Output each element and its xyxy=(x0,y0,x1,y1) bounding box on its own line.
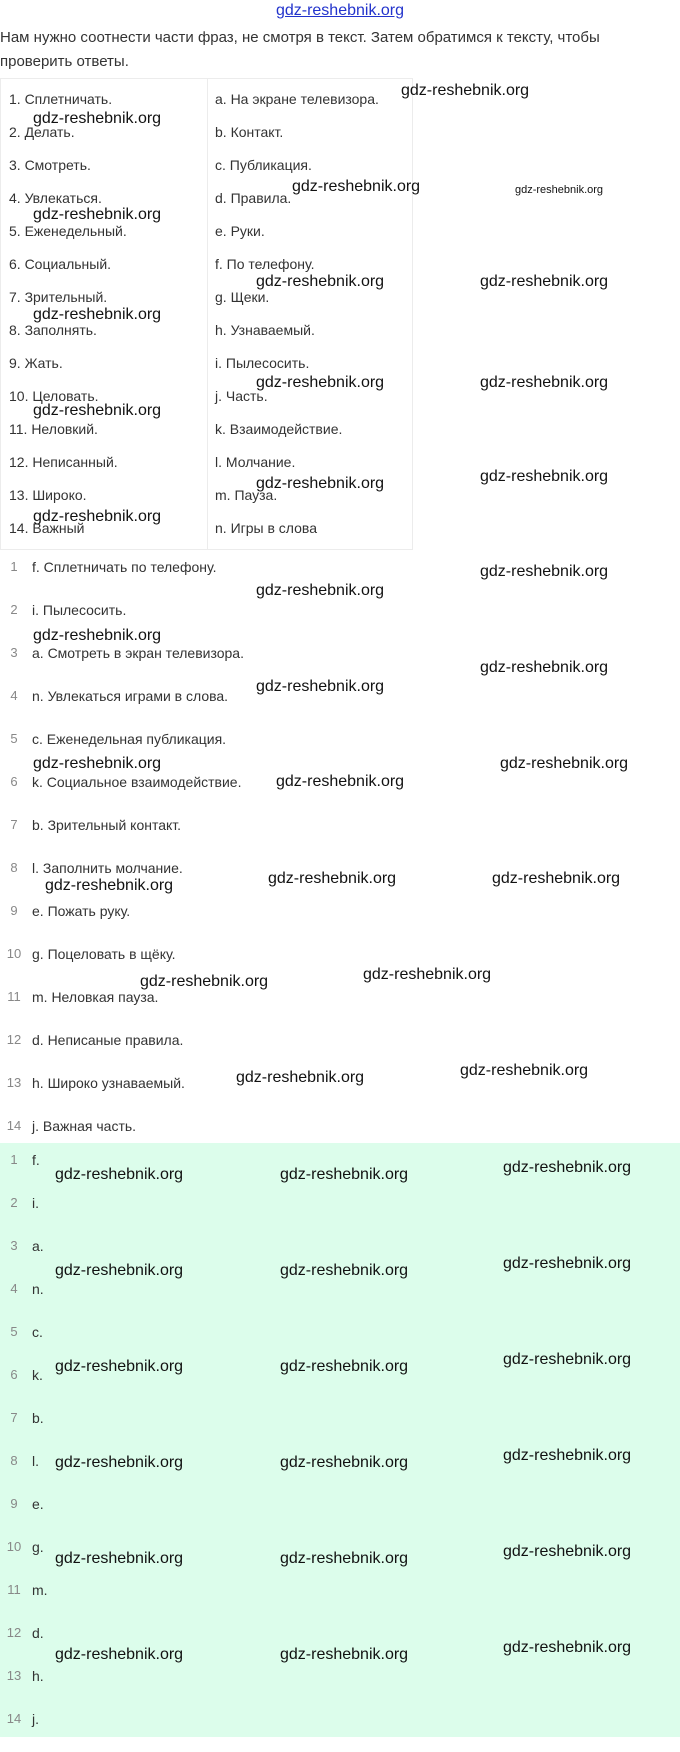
watermark-text: gdz-reshebnik.org xyxy=(236,1069,365,1086)
watermark-text: gdz-reshebnik.org xyxy=(276,773,405,790)
watermark-text: gdz-reshebnik.org xyxy=(33,306,162,323)
right-phrase: f. По телефону. xyxy=(215,256,315,272)
watermark-text: gdz-reshebnik.org xyxy=(480,273,609,290)
row-number: 3 xyxy=(10,645,18,660)
left-phrase: 8. Заполнять. xyxy=(9,322,97,338)
watermark-text: gdz-reshebnik.org xyxy=(33,110,162,127)
watermark-text: gdz-reshebnik.org xyxy=(480,659,609,676)
right-phrase: l. Молчание. xyxy=(215,454,296,470)
right-phrase: e. Руки. xyxy=(215,223,265,239)
answer-row xyxy=(0,815,680,858)
watermark-text: gdz-reshebnik.org xyxy=(503,1639,632,1656)
answer-text: b. Зрительный контакт. xyxy=(32,817,182,833)
answer-row xyxy=(0,944,680,987)
watermark-text: gdz-reshebnik.org xyxy=(256,582,385,599)
left-phrase: 5. Еженедельный. xyxy=(9,223,127,239)
left-phrase: 2. Делать. xyxy=(9,124,75,140)
site-link[interactable]: gdz-reshebnik.org xyxy=(275,2,405,19)
answer-text: l. Заполнить молчание. xyxy=(32,860,183,876)
left-phrase: 3. Смотреть. xyxy=(9,157,91,173)
left-phrase: 6. Социальный. xyxy=(9,256,112,272)
answer-text: m. Неловкая пауза. xyxy=(32,989,159,1005)
answer-text: k. Социальное взаимодействие. xyxy=(32,774,242,790)
left-phrase: 12. Неписанный. xyxy=(9,454,118,470)
short-answer-text: i. xyxy=(32,1195,39,1211)
watermark-text: gdz-reshebnik.org xyxy=(280,1358,409,1375)
watermark-text: gdz-reshebnik.org xyxy=(55,1454,184,1471)
watermark-text: gdz-reshebnik.org xyxy=(480,468,609,485)
short-answer-text: j. xyxy=(32,1711,39,1727)
watermark-text: gdz-reshebnik.org xyxy=(33,755,162,772)
watermark-text: gdz-reshebnik.org xyxy=(503,1447,632,1464)
row-number: 10 xyxy=(6,1539,22,1554)
short-answer-text: h. xyxy=(32,1668,44,1684)
right-phrase: g. Щеки. xyxy=(215,289,270,305)
row-number: 8 xyxy=(10,860,18,875)
short-answer-row xyxy=(0,1408,680,1451)
watermark-text: gdz-reshebnik.org xyxy=(55,1550,184,1567)
short-answer-text: f. xyxy=(32,1152,40,1168)
watermark-text: gdz-reshebnik.org xyxy=(503,1255,632,1272)
watermark-text: gdz-reshebnik.org xyxy=(268,870,397,887)
left-phrase: 4. Увлекаться. xyxy=(9,190,102,206)
right-phrase: h. Узнаваемый. xyxy=(215,322,315,338)
answer-text: c. Еженедельная публикация. xyxy=(32,731,227,747)
column-divider xyxy=(207,79,208,549)
row-number: 1 xyxy=(10,559,18,574)
short-answer-text: d. xyxy=(32,1625,44,1641)
row-number: 10 xyxy=(6,946,22,961)
answer-row xyxy=(0,901,680,944)
watermark-text: gdz-reshebnik.org xyxy=(401,82,530,99)
watermark-text: gdz-reshebnik.org xyxy=(33,402,162,419)
row-number: 6 xyxy=(10,774,18,789)
row-number: 3 xyxy=(10,1238,18,1253)
watermark-text: gdz-reshebnik.org xyxy=(280,1646,409,1663)
short-answer-row xyxy=(0,1580,680,1623)
watermark-text: gdz-reshebnik.org xyxy=(503,1159,632,1176)
watermark-text: gdz-reshebnik.org xyxy=(480,563,609,580)
left-phrase: 9. Жать. xyxy=(9,355,63,371)
answer-text: e. Пожать руку. xyxy=(32,903,131,919)
short-answer-text: l. xyxy=(32,1453,39,1469)
answer-text: n. Увлекаться играми в слова. xyxy=(32,688,229,704)
answer-text: g. Поцеловать в щёку. xyxy=(32,946,176,962)
watermark-text: gdz-reshebnik.org xyxy=(500,755,629,772)
row-number: 14 xyxy=(6,1711,22,1726)
watermark-text: gdz-reshebnik.org xyxy=(256,475,385,492)
right-phrase: b. Контакт. xyxy=(215,124,284,140)
row-number: 11 xyxy=(7,1582,21,1597)
row-number: 5 xyxy=(10,731,18,746)
right-phrase: d. Правила. xyxy=(215,190,292,206)
watermark-text: gdz-reshebnik.org xyxy=(515,184,604,196)
row-number: 12 xyxy=(6,1625,22,1640)
right-phrase: a. На экране телевизора. xyxy=(215,91,379,107)
watermark-text: gdz-reshebnik.org xyxy=(503,1351,632,1368)
watermark-text: gdz-reshebnik.org xyxy=(460,1062,589,1079)
short-answer-text: b. xyxy=(32,1410,44,1426)
row-number: 13 xyxy=(6,1075,22,1090)
short-answer-text: c. xyxy=(32,1324,43,1340)
watermark-text: gdz-reshebnik.org xyxy=(256,678,385,695)
row-number: 5 xyxy=(10,1324,18,1339)
row-number: 9 xyxy=(10,903,18,918)
short-answer-text: g. xyxy=(32,1539,44,1555)
watermark-text: gdz-reshebnik.org xyxy=(140,973,269,990)
short-answer-row xyxy=(0,1666,680,1709)
row-number: 2 xyxy=(10,602,18,617)
row-number: 8 xyxy=(10,1453,18,1468)
row-number: 11 xyxy=(7,989,21,1004)
row-number: 1 xyxy=(10,1152,18,1167)
left-phrase: 11. Неловкий. xyxy=(9,421,98,437)
row-number: 6 xyxy=(10,1367,18,1382)
answer-text: d. Неписаные правила. xyxy=(32,1032,184,1048)
watermark-text: gdz-reshebnik.org xyxy=(55,1166,184,1183)
watermark-text: gdz-reshebnik.org xyxy=(45,877,174,894)
watermark-text: gdz-reshebnik.org xyxy=(256,374,385,391)
watermark-text: gdz-reshebnik.org xyxy=(480,374,609,391)
right-phrase: k. Взаимодействие. xyxy=(215,421,343,437)
watermark-text: gdz-reshebnik.org xyxy=(280,1262,409,1279)
watermark-text: gdz-reshebnik.org xyxy=(33,508,162,525)
watermark-text: gdz-reshebnik.org xyxy=(256,273,385,290)
watermark-text: gdz-reshebnik.org xyxy=(33,206,162,223)
short-answer-row xyxy=(0,1279,680,1322)
short-answer-text: n. xyxy=(32,1281,44,1297)
short-answer-text: k. xyxy=(32,1367,43,1383)
short-answer-row xyxy=(0,1709,680,1752)
watermark-text: gdz-reshebnik.org xyxy=(280,1454,409,1471)
row-number: 4 xyxy=(10,1281,18,1296)
short-answer-text: a. xyxy=(32,1238,44,1254)
left-phrase: 10. Целовать. xyxy=(9,388,99,404)
row-number: 4 xyxy=(10,688,18,703)
answer-text: f. Сплетничать по телефону. xyxy=(32,559,217,575)
right-phrase: m. Пауза. xyxy=(215,487,278,503)
right-phrase: i. Пылесосить. xyxy=(215,355,310,371)
answer-text: j. Важная часть. xyxy=(32,1118,137,1134)
left-phrase: 1. Сплетничать. xyxy=(9,91,113,107)
row-number: 7 xyxy=(10,817,18,832)
watermark-text: gdz-reshebnik.org xyxy=(280,1166,409,1183)
row-number: 13 xyxy=(6,1668,22,1683)
row-number: 12 xyxy=(6,1032,22,1047)
row-number: 7 xyxy=(10,1410,18,1425)
right-phrase: n. Игры в слова xyxy=(215,520,317,536)
task-intro: Нам нужно соотнести части фраз, не смотря в текст. Затем обратимся к тексту, чтобы проверить ответы. xyxy=(0,29,600,70)
answer-text: h. Широко узнаваемый. xyxy=(32,1075,185,1091)
right-phrase: j. Часть. xyxy=(215,388,268,404)
short-answer-row xyxy=(0,1193,680,1236)
watermark-text: gdz-reshebnik.org xyxy=(280,1550,409,1567)
row-number: 14 xyxy=(6,1118,22,1133)
short-answer-text: m. xyxy=(32,1582,48,1598)
left-phrase: 14. Важный xyxy=(9,520,85,536)
left-phrase: 7. Зрительный. xyxy=(9,289,108,305)
answer-text: i. Пылесосить. xyxy=(32,602,127,618)
watermark-text: gdz-reshebnik.org xyxy=(503,1543,632,1560)
short-answer-row xyxy=(0,1494,680,1537)
watermark-text: gdz-reshebnik.org xyxy=(55,1646,184,1663)
row-number: 9 xyxy=(10,1496,18,1511)
right-phrase: c. Публикация. xyxy=(215,157,312,173)
watermark-text: gdz-reshebnik.org xyxy=(292,178,421,195)
row-number: 2 xyxy=(10,1195,18,1210)
watermark-text: gdz-reshebnik.org xyxy=(33,627,162,644)
watermark-text: gdz-reshebnik.org xyxy=(55,1262,184,1279)
watermark-text: gdz-reshebnik.org xyxy=(55,1358,184,1375)
answer-row xyxy=(0,987,680,1030)
answer-text: a. Смотреть в экран телевизора. xyxy=(32,645,244,661)
watermark-text: gdz-reshebnik.org xyxy=(492,870,621,887)
watermark-text: gdz-reshebnik.org xyxy=(363,966,492,983)
left-phrase: 13. Широко. xyxy=(9,487,87,503)
short-answer-text: e. xyxy=(32,1496,44,1512)
